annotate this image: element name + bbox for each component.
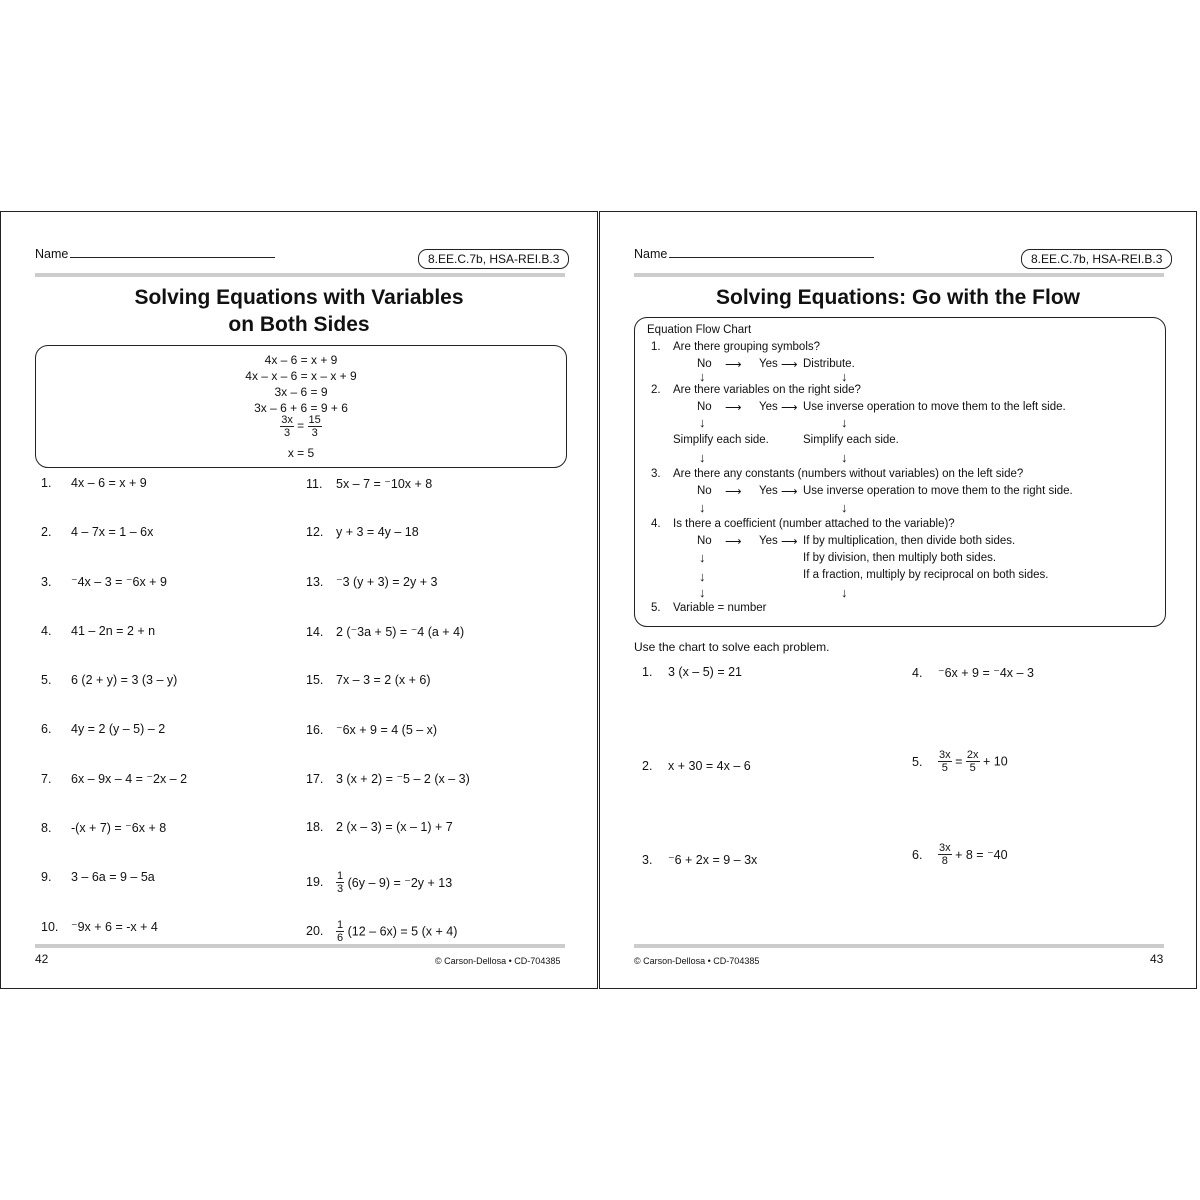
problem — [41, 525, 153, 539]
header-rule — [35, 273, 565, 277]
problem: 4. ⁻6x + 9 = ⁻4x – 3 — [912, 666, 1034, 680]
step-number: 1. — [651, 341, 661, 353]
problem-equation: 3 – 6a = 9 – 5a — [71, 869, 155, 884]
page-title-line1: Solving Equations with Variables — [134, 286, 464, 309]
example-line: x = 5 — [287, 446, 315, 460]
problem: 6. $\frac{3x}{8}$ + 8 = ⁻40 — [912, 842, 1008, 867]
problem-number: 20. — [306, 924, 324, 939]
fraction: $\frac{15}{3}$ — [308, 414, 321, 439]
problem — [306, 574, 437, 589]
arrow-right-icon: ⟶ — [725, 486, 742, 498]
step-number: 4. — [651, 518, 661, 530]
problem-equation: 41 – 2n = 2 + n — [71, 623, 156, 638]
arrow-down-icon: ↓ — [699, 550, 706, 565]
arrow-right-icon: ⟶ — [725, 402, 742, 414]
problem-equation: ⁻9x + 6 = -x + 4 — [71, 919, 158, 934]
arrow-right-icon: ⟶ — [725, 536, 742, 548]
no-label: No — [697, 535, 712, 547]
problem: 2. x + 30 = 4x – 6 — [642, 759, 751, 773]
problem-equation: 4x – 6 = x + 9 — [71, 476, 147, 490]
problem-equation: (12 – 6x) = 5 (x + 4) — [347, 924, 458, 939]
problem-number: 4. — [41, 623, 52, 638]
problem-equation: 2 (x – 3) = (x – 1) + 7 — [336, 820, 453, 835]
arrow-down-icon: ↓ — [699, 500, 706, 515]
fraction: $\frac{1}{3}$ — [337, 869, 344, 895]
arrow-down-icon: ↓ — [841, 415, 848, 430]
problem — [306, 919, 457, 944]
problem — [306, 476, 432, 491]
example-fraction-line: $\frac{3x}{3}$ = $\frac{15}{3}$ — [281, 414, 321, 439]
problem-number: 6. — [41, 722, 52, 736]
problem-equation: ⁻4x – 3 = ⁻6x + 9 — [71, 575, 167, 590]
problem-number: 10. — [41, 919, 59, 934]
problem-equation: y + 3 = 4y – 18 — [336, 525, 419, 540]
simplify-label: Simplify each side. — [673, 434, 769, 446]
problem-number: 15. — [306, 672, 324, 687]
problem-number: 13. — [306, 575, 324, 590]
problem-number: 2. — [41, 525, 52, 540]
yes-action: If by division, then multiply both sides. — [803, 552, 997, 564]
problem — [306, 673, 431, 687]
problem-number: 9. — [41, 869, 52, 884]
footer-rule — [634, 944, 1164, 948]
step-number: 2. — [651, 384, 661, 396]
copyright: © Carson-Dellosa • CD-704385 — [634, 956, 760, 966]
arrow-down-icon: ↓ — [841, 369, 848, 384]
arrow-down-icon: ↓ — [841, 500, 848, 515]
problem-equation: 4 – 7x = 1 – 6x — [71, 525, 154, 540]
flow-chart-box — [634, 317, 1166, 627]
yes-action: Use inverse operation to move them to the left side. — [803, 401, 1066, 413]
problem — [41, 624, 155, 638]
problem-number: 18. — [306, 820, 324, 835]
example-box — [35, 345, 567, 468]
problem-number: 7. — [41, 772, 52, 787]
fraction: $\frac{3x}{3}$ — [281, 414, 293, 439]
problem — [306, 624, 464, 639]
page-number: 42 — [35, 952, 49, 966]
problem-equation: -(x + 7) = ⁻6x + 8 — [71, 821, 167, 836]
problem-number: 5. — [41, 672, 52, 687]
page-title-line2: on Both Sides — [228, 313, 370, 336]
name-field: Name — [35, 247, 275, 261]
problem — [41, 476, 147, 490]
problem-equation: 6 (2 + y) = 3 (3 – y) — [71, 672, 178, 687]
problem — [41, 722, 165, 736]
problem: 5. $\frac{3x}{5}$ = $\frac{2x}{5}$ + 10 — [912, 749, 1008, 774]
problem-equation: 7x – 3 = 2 (x + 6) — [336, 672, 431, 687]
yes-label: Yes — [759, 485, 778, 497]
example-line: 3x – 6 = 9 — [274, 385, 328, 399]
arrow-right-icon: ⟶ — [781, 359, 798, 371]
problem-number: 11. — [306, 477, 323, 491]
name-field: Name — [634, 247, 874, 261]
step-question: Are there any constants (numbers without variables) on the left side? — [673, 468, 1024, 480]
problem: 1. 3 (x – 5) = 21 — [642, 665, 742, 679]
problem-number: 8. — [41, 821, 52, 836]
problem-equation: (6y – 9) = ⁻2y + 13 — [347, 875, 453, 890]
problem: 3. ⁻6 + 2x = 9 – 3x — [642, 853, 758, 867]
problem — [41, 673, 177, 687]
header-rule — [634, 273, 1164, 277]
yes-label: Yes — [759, 401, 778, 413]
step-question: Is there a coefficient (number attached to the variable)? — [673, 518, 955, 530]
arrow-down-icon: ↓ — [699, 415, 706, 430]
problem — [306, 870, 452, 895]
yes-action: Use inverse operation to move them to the right side. — [803, 485, 1073, 497]
page-number: 43 — [1150, 952, 1164, 966]
arrow-down-icon: ↓ — [699, 585, 706, 600]
left-page — [0, 211, 598, 989]
name-line[interactable] — [669, 247, 874, 258]
footer-rule — [35, 944, 565, 948]
simplify-label: Simplify each side. — [803, 434, 899, 446]
step-number: 3. — [651, 468, 661, 480]
problem — [41, 820, 166, 835]
instruction: Use the chart to solve each problem. — [634, 640, 830, 654]
fraction: $\frac{1}{6}$ — [337, 918, 344, 944]
arrow-right-icon: ⟶ — [781, 536, 798, 548]
problem-number: 12. — [306, 525, 324, 540]
problem-equation: ⁻3 (y + 3) = 2y + 3 — [336, 575, 438, 590]
example-line: 4x – x – 6 = x – x + 9 — [245, 369, 357, 383]
right-page — [599, 211, 1197, 989]
yes-action: Distribute. — [803, 358, 855, 370]
fraction: $\frac{2x}{5}$ — [966, 749, 979, 774]
arrow-down-icon: ↓ — [699, 369, 706, 384]
yes-action: If a fraction, multiply by reciprocal on both sides. — [803, 569, 1049, 581]
problem-number: 3. — [41, 575, 52, 590]
problem-equation: 6x – 9x – 4 = ⁻2x – 2 — [71, 772, 188, 787]
arrow-down-icon: ↓ — [841, 450, 848, 465]
no-label: No — [697, 358, 712, 370]
problem-equation: 4y = 2 (y – 5) – 2 — [71, 722, 166, 736]
problem-number: 19. — [306, 875, 324, 890]
fraction: $\frac{3x}{5}$ — [939, 749, 951, 774]
arrow-down-icon: ↓ — [841, 585, 848, 600]
problem-equation: 2 (⁻3a + 5) = ⁻4 (a + 4) — [336, 624, 465, 639]
step-result: Variable = number — [673, 602, 767, 614]
standard-badge: 8.EE.C.7b, HSA-REI.B.3 — [418, 249, 569, 269]
arrow-right-icon: ⟶ — [781, 402, 798, 414]
step-question: Are there grouping symbols? — [673, 341, 821, 353]
problem — [306, 820, 453, 834]
arrow-right-icon: ⟶ — [725, 359, 742, 371]
yes-action: If by multiplication, then divide both sides. — [803, 535, 1016, 547]
problem — [41, 771, 187, 786]
problem — [41, 870, 155, 884]
name-line[interactable] — [70, 247, 275, 258]
standard-badge: 8.EE.C.7b, HSA-REI.B.3 — [1021, 249, 1172, 269]
page-title: Solving Equations: Go with the Flow — [716, 286, 1080, 309]
no-label: No — [697, 485, 712, 497]
arrow-down-icon: ↓ — [699, 569, 706, 584]
problem-equation: 5x – 7 = ⁻10x + 8 — [336, 477, 433, 491]
problem — [306, 722, 437, 737]
yes-label: Yes — [759, 535, 778, 547]
fraction: $\frac{3x}{8}$ — [939, 842, 951, 867]
problem-number: 1. — [41, 476, 52, 490]
problem-number: 16. — [306, 723, 324, 737]
yes-label: Yes — [759, 358, 778, 370]
example-line: 3x – 6 + 6 = 9 + 6 — [254, 401, 348, 415]
copyright: © Carson-Dellosa • CD-704385 — [435, 956, 561, 966]
problem — [306, 771, 470, 786]
problem-equation: 3 (x + 2) = ⁻5 – 2 (x – 3) — [336, 772, 470, 787]
arrow-right-icon: ⟶ — [781, 486, 798, 498]
step-question: Are there variables on the right side? — [673, 384, 861, 396]
problem — [41, 919, 158, 934]
problem-number: 17. — [306, 772, 324, 787]
flow-chart-heading: Equation Flow Chart — [647, 324, 752, 336]
step-number: 5. — [651, 602, 661, 614]
problem-equation: ⁻6x + 9 = 4 (5 – x) — [336, 723, 438, 737]
problem-number: 14. — [306, 624, 324, 639]
problem — [41, 574, 167, 589]
problem — [306, 525, 419, 539]
example-line: 4x – 6 = x + 9 — [264, 353, 338, 367]
arrow-down-icon: ↓ — [699, 450, 706, 465]
no-label: No — [697, 401, 712, 413]
